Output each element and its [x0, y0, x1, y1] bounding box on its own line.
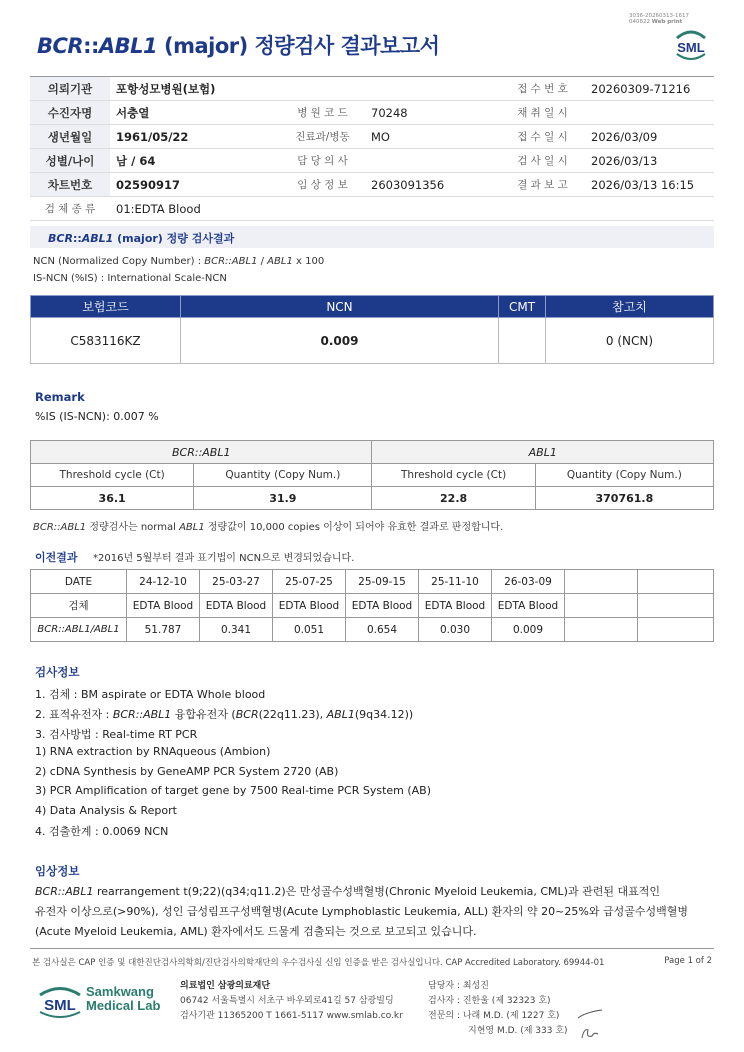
remark-heading: Remark — [35, 390, 85, 404]
previous-table: DATE 24-12-10 25-03-27 25-07-25 25-09-15 25-11-10 26-03-09 검체 EDTA Blood EDTA Blood EDTA Blood EDTA Blood EDTA Blood EDTA Blood BCR::ABL1/ABL1 51.787 0.341 0.051 0.654 0.030 0.009 — [30, 569, 714, 642]
svg-text:SML: SML — [44, 997, 76, 1014]
page-number: Page 1 of 2 — [664, 956, 712, 966]
cert-text: 본 검사실은 CAP 인증 및 대한진단검사의학회/진단검사의학재단의 우수검사실 신임 인증을 받은 검사실입니다. CAP Accredited Laboratory. 69944-01 — [32, 958, 605, 968]
footer-divider — [30, 948, 714, 949]
clinical-info-heading: 임상정보 — [35, 864, 80, 878]
result-section-title: BCR::ABL1 (major) 정량 검사결과 — [30, 226, 714, 248]
result-table: 보험코드 NCN CMT 참고치 C583116KZ 0.009 0 (NCN) — [30, 295, 714, 364]
footer-logo: SML Samkwang Medical Lab — [36, 980, 166, 1022]
remark-value: %IS (IS-NCN): 0.007 % — [35, 410, 159, 423]
ct-table: BCR::ABL1 ABL1 Threshold cycle (Ct) Quantity (Copy Num.) Threshold cycle (Ct) Quantity (Copy Num.) 36.1 31.9 22.8 370761.8 — [30, 440, 714, 510]
signature-mark — [576, 1008, 606, 1042]
org-info: 의료법인 삼광의료재단 06742 서울특별시 서초구 바우뫼로41길 57 삼광빌딩 검사기관 11365200 T 1661-5117 www.smlab.co.kr — [180, 981, 403, 1021]
patient-info-table: 의뢰기관 포항성모병원(보험) 접 수 번 호 20260309-71216 수진자명 서충열 병 원 코 드 70248 채 취 일 시 생년월일 1961/05/22 진료과/병동 MO 접 수 일 시 2026/03/09 성별/나이 남 / 64 담 당 의 사 검 사 일 시 2026/03/13 차트번호 02590917 임 상 정 보 2603091356 결 과 보 고 2026/03/13 16:15 검 체 종 류 01:EDTA Blood — [30, 76, 714, 221]
report-title: BCR::ABL1 (major) 정량검사 결과보고서 — [37, 34, 440, 58]
previous-notice: *2016년 5월부터 결과 표기법이 NCN으로 변경되었습니다. — [93, 553, 355, 564]
ct-note: BCR::ABL1 정량검사는 normal ABL1 정량값이 10,000 copies 이상이 되어야 유효한 결과로 판정합니다. — [33, 522, 504, 533]
isncn-definition: IS-NCN (%IS) : International Scale-NCN — [33, 273, 227, 284]
svg-text:SML: SML — [677, 40, 705, 55]
test-info-heading: 검사정보 — [35, 665, 80, 679]
footer-sml-icon — [36, 980, 84, 1022]
sml-logo-icon — [671, 24, 711, 64]
print-code: 3036-20260313-1617 040822 Web print — [629, 13, 689, 25]
ncn-definition: NCN (Normalized Copy Number) : BCR::ABL1 / ABL1 x 100 — [33, 256, 325, 267]
signatures: 담당자 : 최성진 검사자 : 진한울 (제 32323 호) 전문의 : 나래 M.D. (제 1227 호) 지현영 M.D. (제 333 호) — [428, 981, 568, 1036]
sml-logo — [671, 24, 711, 68]
previous-heading: 이전결과 — [35, 551, 78, 564]
ncn-value: 0.009 — [181, 318, 499, 364]
